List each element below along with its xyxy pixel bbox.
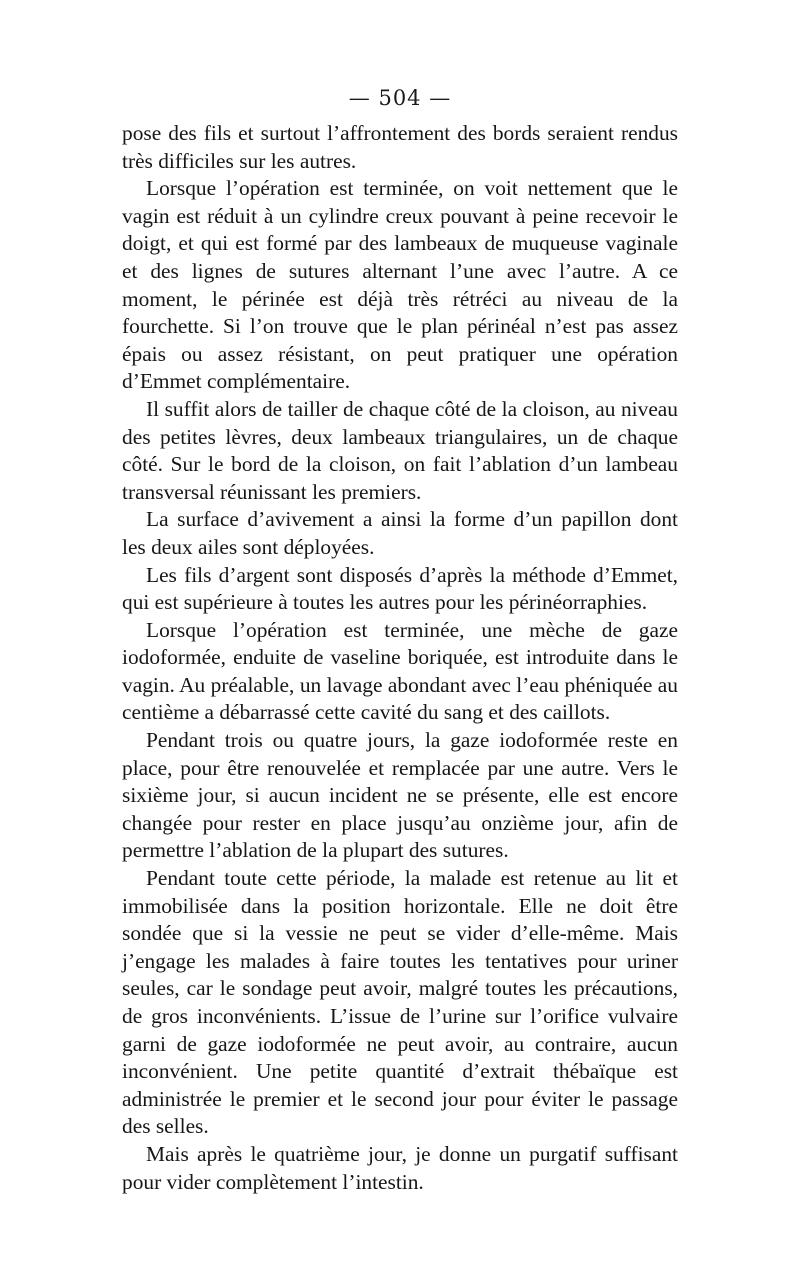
paragraph-6: Lorsque l’opération est terminée, une mèche de gaze iodoformée, enduite de vaseline boriquée, est introduite dans le vagin. Au préalable, un lavage abondant avec l’eau phéniquée au centième a débarrassé cette cavité du sang et des caillots. [122, 617, 678, 725]
paragraph-9: Mais après le quatrième jour, je donne un purgatif suffisant pour vider complètement l’intestin. [122, 1141, 678, 1194]
paragraph-1: pose des fils et surtout l’affrontement des bords seraient rendus très difficiles sur les autres. [122, 121, 678, 173]
paragraph-2: Lorsque l’opération est terminée, on voit nettement que le vagin est réduit à un cylindre creux pouvant à peine recevoir le doigt, et qui est formé par des lambeaux de muqueuse vaginale et des lignes de sutures alternant l’une avec l’autre. A ce moment, le périnée est déjà très rétréci au niveau de la fourchette. Si l’on trouve que le plan périnéal n’est pas assez épais ou assez résistant, on peut pratiquer une opération d’Emmet complémentaire. [122, 176, 678, 394]
paragraph-8: Pendant toute cette période, la malade est retenue au lit et immobilisée dans la position horizontale. Elle ne doit être sondée que si la vessie ne peut se vider d’elle-même. Mais j’engage les malades à faire toutes les tentatives pour uriner seules, car le sondage peut avoir, malgré toutes les précautions, de gros inconvénients. L’issue de l’urine sur l’orifice vulvaire garni de gaze iodoformée ne peut avoir, au contraire, aucun inconvénient. Une petite quantité d’extrait thébaïque est administrée le premier et le second jour pour éviter le passage des selles. [122, 866, 678, 1139]
paragraph-4: La surface d’avivement a ainsi la forme d’un papillon dont les deux ailes sont déployées. [122, 507, 678, 559]
paragraph-3: Il suffit alors de tailler de chaque côté de la cloison, au niveau des petites lèvres, deux lambeaux triangulaires, un de chaque côté. Sur le bord de la cloison, on fait l’ablation d’un lambeau transversal réunissant les premiers. [122, 396, 678, 504]
body-text [122, 120, 678, 1196]
paragraph-5: Les fils d’argent sont disposés d’après la méthode d’Emmet, qui est supérieure à toutes les autres pour les périnéorraphies. [122, 562, 678, 615]
paragraph-7: Pendant trois ou quatre jours, la gaze iodoformée reste en place, pour être renouvelée et remplacée par une autre. Vers le sixième jour, si aucun incident ne se présente, elle est encore changée pour rester en place jusqu’au onzième jour, afin de permettre l’ablation de la plupart des sutures. [122, 728, 678, 863]
page-number: — 504 — [348, 86, 452, 110]
